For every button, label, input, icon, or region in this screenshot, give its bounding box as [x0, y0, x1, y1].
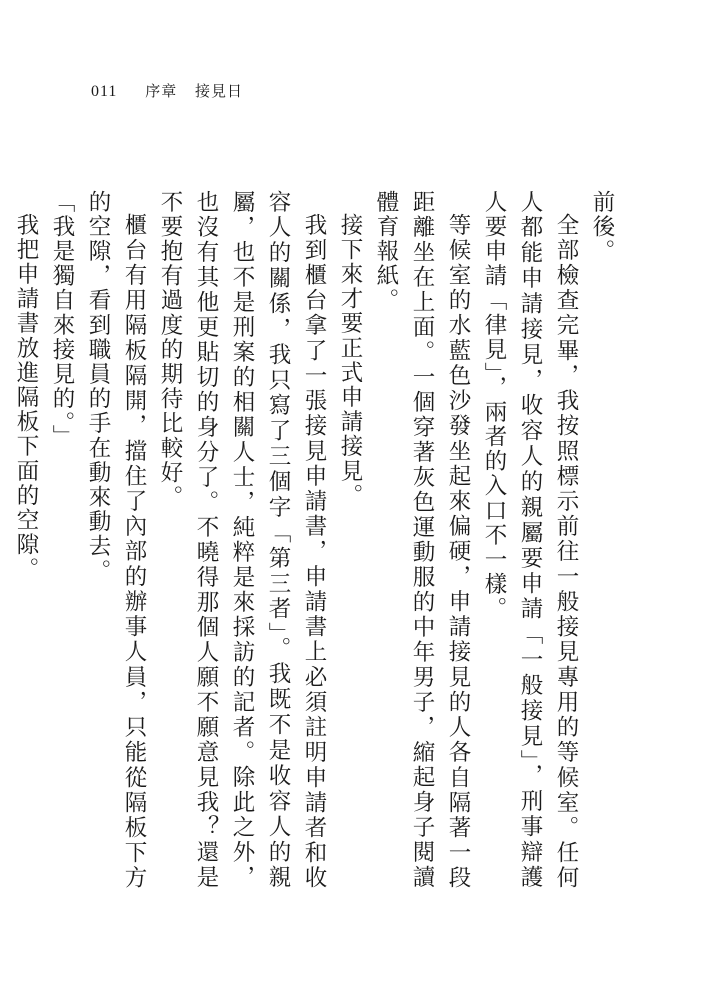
chapter-label: 序章	[145, 82, 178, 100]
paragraph-5: 我到櫃台拿了一張接見申請書，申請書上必須註明申請者和收容人的關係，我只寫了三個字「第三者」。我既不是收容人的親屬，也不是刑案的相關人士，純粹是來採訪的記者。除此之外，也沒有其他更貼切的身分了。不曉得那個人願不願意見我？還是不要抱有過度的期待比較好。	[157, 190, 327, 890]
chapter-title: 接見日	[194, 82, 243, 100]
paragraph-8: 我把申請書放進隔板下面的空隙。	[13, 212, 39, 582]
page-number: 011	[91, 83, 118, 100]
paragraph-3: 等候室的水藍色沙發坐起來偏硬，申請接見的人各自隔著一段距離坐在上面。一個穿著灰色運動服的中年男子，縮起身子閱讀體育報紙。	[373, 190, 471, 890]
paragraph-4: 接下來才要正式申請接見。	[337, 212, 363, 508]
paragraph-6: 櫃台有用隔板隔開，擋住了內部的辦事人員，只能從隔板下方的空隙，看到職員的手在動來動去。	[85, 190, 147, 890]
paragraph-7: 「我是獨自來接見的。」	[49, 190, 75, 450]
body-text	[13, 190, 620, 890]
running-head	[91, 80, 243, 101]
paragraph-1: 前後。	[589, 190, 615, 264]
paragraph-2: 全部檢查完畢，我按照標示前往一般接見專用的等候室。任何人都能申請接見，收容人的親屬要申請「一般接見」，刑事辯護人要申請「律見」，兩者的入口不一樣。	[481, 190, 579, 890]
